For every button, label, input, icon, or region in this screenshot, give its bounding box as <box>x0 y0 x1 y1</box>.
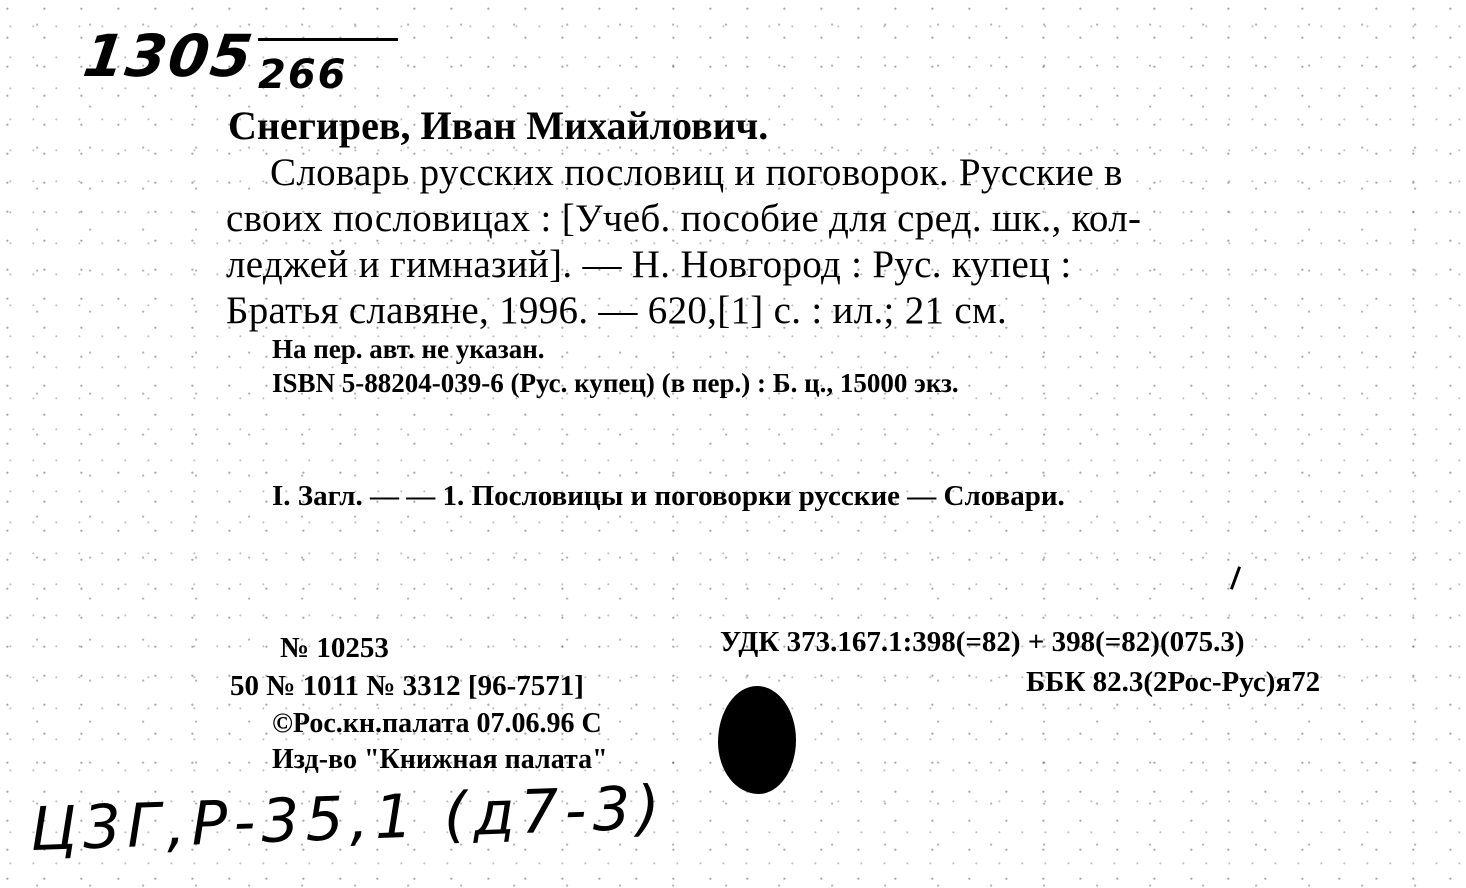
registration-numbers: 50 № 1011 № 3312 [96-7571] <box>230 670 584 702</box>
isbn-line: ISBN 5-88204-039-6 (Рус. купец) (в пер.) : Б. ц., 15000 экз. <box>272 368 959 398</box>
pen-mark <box>1230 566 1241 590</box>
handwritten-classification: Ц3Г,Р-35,1 (д7-3) <box>28 772 668 866</box>
note-line: На пер. авт. не указан. <box>272 334 545 364</box>
publisher-line: Изд-во "Книжная палата" <box>272 744 608 775</box>
subjects-line: I. Загл. — — 1. Пословицы и поговорки русские — Словари. <box>272 480 1065 512</box>
bbk-classification: ББК 82.3(2Рос-Рус)я72 <box>1026 666 1321 698</box>
copyright-line: ©Рос.кн.палата 07.06.96 С <box>272 708 602 739</box>
description-line-4: Братья славяне, 1996. — 620,[1] с. : ил.; 21 см. <box>226 289 1007 332</box>
ink-blot <box>718 686 796 794</box>
author-heading: Снегирев, Иван Михайлович. <box>228 103 769 148</box>
description-line-3: леджей и гимназий]. — Н. Новгород : Рус. купец : <box>226 243 1072 286</box>
description-line-2: своих пословицах : [Учеб. пособие для сред. шк., кол- <box>226 197 1142 240</box>
udk-classification: УДК 373.167.1:398(=82) + 398(=82)(075.3) <box>720 626 1245 658</box>
record-number: № 10253 <box>280 632 389 664</box>
description-line-1: Словарь русских пословиц и поговорок. Русские в <box>270 151 1123 194</box>
handwritten-call-suffix: 266 <box>258 52 348 98</box>
handwritten-underline <box>258 38 398 41</box>
handwritten-call-number: 1305 <box>79 22 259 90</box>
